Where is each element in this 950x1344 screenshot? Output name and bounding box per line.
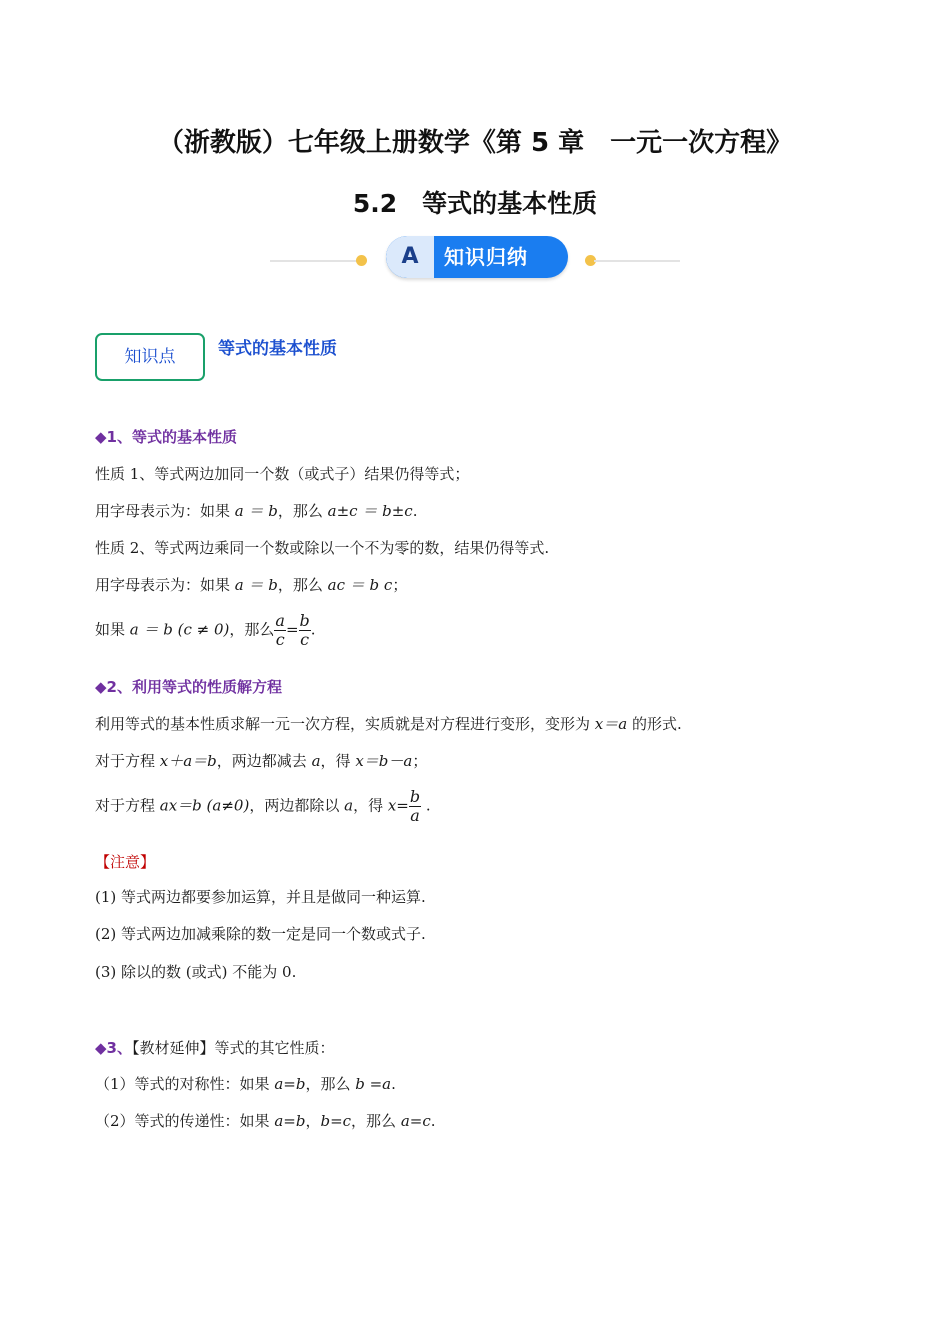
section1-p2 [95, 500, 417, 521]
section3-p2 [95, 1110, 436, 1131]
knowledge-box: 知识点 [95, 333, 205, 381]
numerator: b [299, 611, 310, 630]
text: . [391, 1075, 396, 1093]
text: 【教材延伸】等式的其它性质： [131, 1039, 335, 1057]
section2-p3 [95, 788, 431, 825]
equation: a=b [274, 1075, 306, 1093]
text: 的形式. [627, 715, 682, 733]
equation: a ＝ b [234, 576, 278, 594]
equation: ac ＝ b c [327, 576, 393, 594]
text: ； [392, 576, 408, 594]
section-banner [270, 234, 680, 284]
section1-p5 [95, 612, 316, 649]
fraction-b-over-c [299, 612, 311, 649]
text: ，那么 [305, 1075, 356, 1093]
heading-mark: ◆3、 [95, 1039, 132, 1057]
text: 利用等式的基本性质求解一元一次方程，实质就是对方程进行变形，变形为 [95, 715, 595, 733]
banner-dot-left [356, 255, 367, 266]
text: 用字母表示为：如果 [95, 576, 235, 594]
denominator: c [300, 630, 310, 649]
knowledge-title: 等式的基本性质 [218, 339, 337, 359]
text: . [430, 1112, 436, 1130]
equals-sign: = [285, 620, 299, 639]
equation: a±c ＝ b±c [327, 502, 413, 520]
variable: x= [387, 796, 409, 815]
variable: a [344, 796, 354, 815]
equation: x＋a＝b [159, 752, 217, 770]
section-title: 5.2 等式的基本性质 [352, 189, 598, 218]
text: 对于方程 [95, 796, 160, 815]
equation: b=c [320, 1112, 352, 1130]
text: ，那么 [277, 576, 328, 594]
numerator: b [409, 787, 421, 806]
equation: x＝a [594, 715, 628, 733]
equation: a ＝ b [234, 502, 278, 520]
note-item: (1) 等式两边都要参加运算，并且是做同一种运算. [95, 888, 426, 906]
text: ，两边都减去 [216, 752, 312, 770]
note-item: (3) 除以的数 (或式) 不能为 0. [95, 963, 297, 981]
section2-p1 [95, 713, 682, 734]
text: ； [412, 752, 428, 770]
banner-line-right [594, 260, 680, 262]
text: （1）等式的对称性：如果 [95, 1075, 275, 1093]
equation: a=c [400, 1112, 431, 1130]
variable: a [311, 752, 321, 770]
section3-heading [95, 1037, 335, 1058]
equation: x＝b－a [355, 752, 413, 770]
text: 对于方程 [95, 752, 160, 770]
section1-p1: 性质 1、等式两边加同一个数（或式子）结果仍得等式； [95, 465, 470, 483]
text: ， [305, 1112, 321, 1130]
text: （2）等式的传递性：如果 [95, 1112, 275, 1130]
text: ，那么 [277, 502, 328, 520]
section2-heading: ◆2、利用等式的性质解方程 [95, 678, 282, 696]
text: . [310, 620, 316, 639]
equation: b =a [355, 1075, 392, 1093]
section2-p2 [95, 750, 427, 771]
fraction-a-over-c [274, 612, 286, 649]
banner-line-left [270, 260, 358, 262]
section1-p4 [95, 574, 407, 595]
notes-heading: 【注意】 [95, 853, 156, 871]
denominator: a [410, 806, 420, 825]
text: ，两边都除以 [249, 796, 345, 815]
text: 用字母表示为：如果 [95, 502, 235, 520]
denominator: c [275, 630, 285, 649]
text: . [421, 796, 431, 815]
fraction-b-over-a [409, 788, 421, 825]
section1-heading: ◆1、等式的基本性质 [95, 428, 237, 446]
note-item: (2) 等式两边加减乘除的数一定是同一个数或式子. [95, 925, 426, 943]
equation: ax＝b (a≠0) [159, 796, 250, 815]
section1-p3: 性质 2、等式两边乘同一个数或除以一个不为零的数，结果仍得等式. [95, 539, 550, 557]
numerator: a [275, 611, 285, 630]
banner-label: 知识归纳 [444, 245, 528, 269]
text: ，那么 [229, 620, 275, 639]
banner-pill [386, 236, 568, 278]
section3-p1 [95, 1073, 396, 1094]
equation: a=b [274, 1112, 306, 1130]
text: 如果 [95, 620, 130, 639]
text: ，得 [320, 752, 356, 770]
text: . [412, 502, 418, 520]
banner-letter: A [386, 236, 434, 278]
text: ，得 [353, 796, 388, 815]
document-title: （浙教版）七年级上册数学《第 5 章 一元一次方程》 [157, 128, 793, 158]
condition: a ＝ b (c ≠ 0) [129, 620, 230, 639]
text: ，那么 [351, 1112, 401, 1130]
